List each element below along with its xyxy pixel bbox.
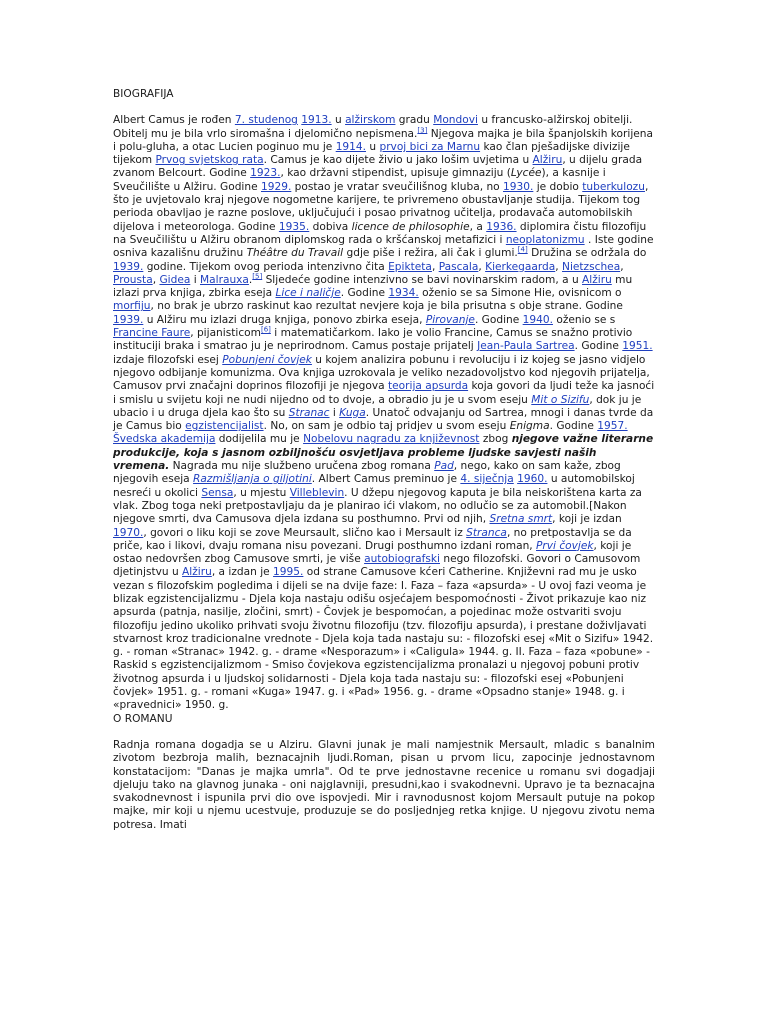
footnote-link[interactable]: [3]	[417, 126, 428, 135]
text-run: diplomira čistu filozofiju na Sveučilištu u Alžiru obranom diplomskog rada o kršćanskoj metafizici i	[113, 220, 647, 246]
wiki-link[interactable]: 1930.	[503, 180, 534, 193]
wiki-link[interactable]: Stranca	[466, 526, 507, 539]
text-run: Albert Camus je rođen	[113, 114, 235, 127]
text-run: . Unatoč odvajanju od Sartrea, mnogi i danas tvrde da je Camus bio	[113, 406, 654, 433]
text-run: u	[331, 114, 346, 127]
wiki-link[interactable]: 1960.	[517, 473, 548, 486]
text-run: postao je vratar sveučilišnog kluba, no	[291, 180, 504, 193]
text-run: [	[589, 499, 594, 512]
wiki-link[interactable]: 1951.	[622, 340, 653, 353]
wiki-link[interactable]: Prvog svjetskog rata	[155, 154, 264, 167]
text-run: i	[190, 273, 201, 286]
text-run: , kao državni stipendist, upisuje gimnaziju (	[280, 167, 511, 180]
footnote-ref	[261, 326, 271, 334]
wiki-link[interactable]: Malrauxa	[200, 273, 249, 286]
document-page	[113, 88, 655, 832]
wiki-link[interactable]: Nobelovu nagradu za književnost	[303, 433, 480, 446]
wiki-link[interactable]: Villeblevin	[289, 486, 345, 499]
text-run: Družina se održala do	[527, 247, 647, 260]
wiki-link[interactable]: 1957.	[597, 420, 628, 433]
footnote-link[interactable]: [6]	[260, 325, 271, 334]
text-run: . Camus je kao dijete živio u jako lošim uvjetima u	[263, 154, 533, 167]
wiki-link[interactable]: Mondovi	[433, 114, 478, 127]
text-run: , a izdan je	[211, 566, 274, 579]
text-run: ,	[620, 260, 624, 273]
text-run: gdje piše i režira, ali čak i glumi.	[343, 247, 518, 260]
wiki-link[interactable]: 1940.	[522, 313, 553, 326]
text-run: u automobilskoj nesreći u okolici	[113, 473, 635, 499]
novel-paragraph: Radnja romana dogadja se u Alziru. Glavni junak je mali namjestnik Mersault, mladic s banalnim zivotom bezbroja malih, beznacajnih ljudi.Roman, pisan u prvom licu, zapocinje jednostavnom konstatacijom: "Danas je majka umrla". Od te prve jednostavne recenice u romanu svi dogadjaji djeluju tako na glavnog junaka - oni najglavniji, presudni,kao i svakodnevni. Upravo je ta beznacajna svakodnevnost i ispunila prvi dio ove ispovjedi. Mir i ravnodusnost kojom Mersault putuje na pokop majke, mir koji u njemu ucestvuje, produzuje se do posljednjeg retka knjige. U njegovu zivotu nema potresa. Imati	[113, 738, 655, 831]
wiki-link[interactable]: 7. studenog	[234, 114, 298, 127]
text-run: , u mjestu	[233, 486, 290, 499]
text-run: . Iste godine osniva kazališnu družinu	[113, 233, 654, 260]
text-run: , u dijelu grada zvanom Belcourt. Godine	[113, 154, 643, 180]
wiki-link[interactable]: Alžiru	[182, 566, 212, 579]
footnote-ref	[252, 272, 262, 280]
text-run: i matematičarkom. Iako je volio Francine, Camus se snažno protivio instituciji braka i smatrao ju je neprirodnom. Camus postaje prijatelj	[113, 327, 633, 353]
wiki-link[interactable]: Epikteta	[388, 260, 432, 273]
wiki-link[interactable]: 1995.	[273, 566, 304, 579]
text-run: Nagrada mu nije službeno uručena zbog romana	[169, 460, 435, 473]
italic-text: Enigma	[509, 420, 550, 433]
text-run: , koji je ostao nedovršen zbog Camusove smrti, je više	[113, 539, 632, 566]
wiki-link[interactable]: Pirovanje	[425, 313, 475, 326]
wiki-link[interactable]: tuberkulozu	[582, 180, 645, 193]
wiki-link[interactable]: egzistencijalist	[185, 420, 264, 433]
footnote-ref	[417, 126, 427, 134]
text-run: . Godine	[549, 420, 598, 433]
section-heading-o-romanu: O ROMANU	[113, 712, 173, 725]
text-run: ,	[555, 260, 563, 273]
text-run: u	[366, 140, 380, 153]
wiki-link[interactable]: Stranac	[288, 406, 330, 419]
wiki-link[interactable]: Alžiru	[582, 273, 612, 286]
wiki-link[interactable]: Švedska akademija	[113, 433, 216, 446]
wiki-link[interactable]: 1934.	[388, 287, 419, 300]
wiki-link[interactable]: morfiju	[113, 300, 151, 313]
wiki-link[interactable]: 1923.	[250, 167, 281, 180]
text-run: od strane Camusove kćeri Catherine. Književni rad mu je usko vezan s filozofskim pogledima i dijeli se na dvije faze: I. Faza – faza «apsurda» - U ovoj fazi veoma je blizak egzistencijalizmu - Djela koja nastaju odišu osjećajem bespomoćnosti - Život prikazuje kao niz apsurda (patnja, nasilje, zločini, smrt) - Čovjek je bespomoćan, a pojedinac može ostvariti svoju filozofiju jedino ukoliko prihvati svoju životnu filozofiju (tzv. filozofiju apsurda), i prestane doživljavati stvarnost kroz tradicionalne vrednote - Djela koja tada nastaju su: - filozofski esej «Mit o Sizifu» 1942. g. - roman «Stranac» 1942. g. - drame «Nesporazum» i «Caligula» 1944. g. II. Faza – faza «pobune» - Raskid s egzistencijalizmom - Smiso čovjekova egzistencijalizma pronalazi u njegovoj pobuni protiv životnog apsurda i u ljudskoj solidarnosti - Djela koja tada nastaju su: - filozofski esej «Pobunjeni čovjek» 1951. g. - romani «Kuga» 1947. g. i «Pad» 1956. g. - drame «Opsadno stanje» 1948. g. i «pravednici» 1950. g.	[113, 566, 654, 712]
text-run: .	[248, 273, 253, 286]
wiki-link[interactable]: Pascala	[438, 260, 479, 273]
wiki-link[interactable]: alžirskom	[345, 114, 396, 127]
text-run: gradu	[395, 114, 434, 127]
text-run: Nakon njegove smrti, dva Camusova djela izdana su posthumno. Prvi od njih,	[113, 499, 627, 526]
wiki-link[interactable]: teorija apsurda	[388, 380, 469, 393]
text-run: kao član pješadijske divizije tijekom	[113, 140, 630, 167]
text-run: ,	[478, 260, 486, 273]
text-run: Njegova majka je bila španjolskih korijena i polu-gluha, a otac Lucien poginuo mu je	[113, 127, 653, 153]
wiki-link[interactable]: Sensa	[201, 486, 234, 499]
biography-paragraph	[113, 114, 655, 712]
wiki-link[interactable]: 1914.	[335, 140, 367, 153]
text-run: ), a kasnije i Sveučilište u Alžiru. Godine	[113, 167, 606, 193]
text-run: . Godine	[340, 287, 389, 300]
text-run: godine. Tijekom ovog perioda intenzivno čita	[143, 260, 389, 273]
wiki-link[interactable]: Sretna smrt	[489, 513, 553, 526]
nobel-citation: njegove važne literarne produkcije, koja s jasnom ozbiljnošću osvjetljava probleme ljudske savjesti naših vremena.	[113, 433, 654, 473]
text-run: izdaje filozofski esej	[113, 353, 223, 366]
text-run: ,	[431, 260, 439, 273]
wiki-link[interactable]: Pad	[434, 460, 454, 473]
wiki-link[interactable]: 4. siječnja	[460, 473, 514, 486]
text-run: oženio se s	[552, 313, 616, 326]
text-run: , što je uvjetovalo kraj njegove nogometne karijere, te privremeno obustavljanje studija. Tijekom tog perioda obavljao je razne poslove, uključujući i posao privatnog učitelja, prodavača automobilskih dijelova i meteorologa. Godine	[113, 180, 649, 233]
wiki-link[interactable]: Razmišljanja o giljotini	[193, 473, 312, 486]
text-run: Sljedeće godine intenzivno se bavi novinarskim radom, a u	[262, 273, 583, 286]
wiki-link[interactable]: 1939.	[113, 313, 144, 326]
section-heading-biografija: BIOGRAFIJA	[113, 88, 174, 100]
wiki-link[interactable]: 1936.	[486, 220, 517, 233]
wiki-link[interactable]: Prousta	[113, 273, 153, 286]
wiki-link[interactable]: Nietzschea	[562, 260, 621, 273]
wiki-link[interactable]: Mit o Sizifu	[531, 393, 590, 406]
text-run: oženio se sa Simone Hie, ovisnicom o	[418, 287, 622, 300]
text-run: , no pretpostavlja se da priče, kao i likovi, dvaju romana nisu povezani. Drugi posthumno izdani roman,	[113, 526, 632, 552]
footnote-link[interactable]: [5]	[252, 272, 263, 281]
italic-text: Lycée	[510, 167, 542, 180]
text-run: , a	[469, 220, 487, 233]
wiki-link[interactable]: Pobunjeni čovjek	[222, 353, 312, 366]
text-run: dobiva	[309, 220, 352, 233]
wiki-link[interactable]: Alžiru	[532, 154, 563, 167]
text-run: , govori o liku koji se zove Meursault, slično kao i Mersault iz	[143, 526, 467, 539]
footnote-ref	[518, 246, 528, 254]
text-run: i	[329, 406, 340, 419]
text-run: . Albert Camus preminuo je	[311, 473, 461, 486]
text-run: dodijelila mu je	[215, 433, 304, 446]
text-run: u Alžiru mu izlazi druga knjiga, ponovo zbirka eseja,	[143, 313, 426, 326]
text-run: , koji je izdan	[552, 513, 622, 526]
wiki-link[interactable]: prvoj bici za Marnu	[379, 140, 481, 153]
wiki-link[interactable]: Gidea	[159, 273, 191, 286]
text-run: . U džepu njegovog kaputa je bila neiskorištena karta za vlak. Zbog toga neki pretpostavljaju da je planirao ići vlakom, no odlučio se za automobil.	[113, 486, 642, 512]
wiki-link[interactable]: Jean-Paula Sartrea	[477, 340, 575, 353]
wiki-link[interactable]: 1929.	[260, 180, 292, 193]
text-run: zbog	[479, 433, 512, 446]
wiki-link[interactable]: 1935.	[278, 220, 310, 233]
wiki-link[interactable]: autobiografski	[364, 553, 440, 566]
italic-text: Théâtre du Travail	[246, 247, 344, 260]
text-run: nego filozofski. Govori o Camusovom djetinjstvu u	[113, 553, 641, 579]
text-run: mu izlazi prva knjiga, zbirka eseja	[113, 273, 633, 300]
wiki-link[interactable]: Kuga	[339, 406, 366, 419]
wiki-link[interactable]: 1913.	[301, 114, 332, 127]
wiki-link[interactable]: 1939.	[113, 260, 144, 273]
text-run: . Godine	[574, 340, 623, 353]
text-run: u kojem analizira pobunu i revoluciju i iz kojeg se jasno vidjelo njegovo odbijanje komunizma. Ova knjiga uzrokovala je veliko nezadovoljstvo kod njegovih prijatelja, Camusov prvi značajni doprinos filozofiji je njegova	[113, 353, 650, 393]
text-run: , dok ju je ubacio i u druga djela kao što su	[113, 393, 642, 419]
wiki-link[interactable]: neoplatonizmu	[505, 233, 585, 246]
text-run: u francusko-alžirskoj obitelji. Obitelj mu je bila vrlo siromašna i djelomično nepismena.	[113, 114, 633, 140]
text-run: , nego, kako on sam kaže, zbog njegovih eseja	[113, 460, 621, 486]
footnote-link[interactable]: [4]	[517, 245, 528, 254]
wiki-link[interactable]: Lice i naličje	[275, 287, 341, 300]
text-run: . Godine	[474, 313, 523, 326]
text-run: koja govori da ljudi teže ka jasnoći i smislu u svijetu koji ne nudi nijedno od to dvoje, a obradio ju je u svom eseju	[113, 380, 655, 406]
text-run: . No, on sam je odbio taj pridjev u svom eseju	[263, 420, 510, 433]
wiki-link[interactable]: Kierkegaarda	[485, 260, 556, 273]
text-run: je dobio	[533, 180, 583, 193]
wiki-link[interactable]: 1970.	[113, 526, 144, 539]
text-run: , pijanisticom	[190, 327, 261, 340]
wiki-link[interactable]: Prvi čovjek	[536, 539, 594, 552]
italic-text: licence de philosophie	[351, 220, 470, 233]
wiki-link[interactable]: Francine Faure	[113, 327, 191, 340]
text-run: ,	[152, 273, 160, 286]
text-run: , no brak je ubrzo raskinut kao rezultat nevjere koja je bila prisutna s obje strane. Godine	[150, 300, 623, 313]
